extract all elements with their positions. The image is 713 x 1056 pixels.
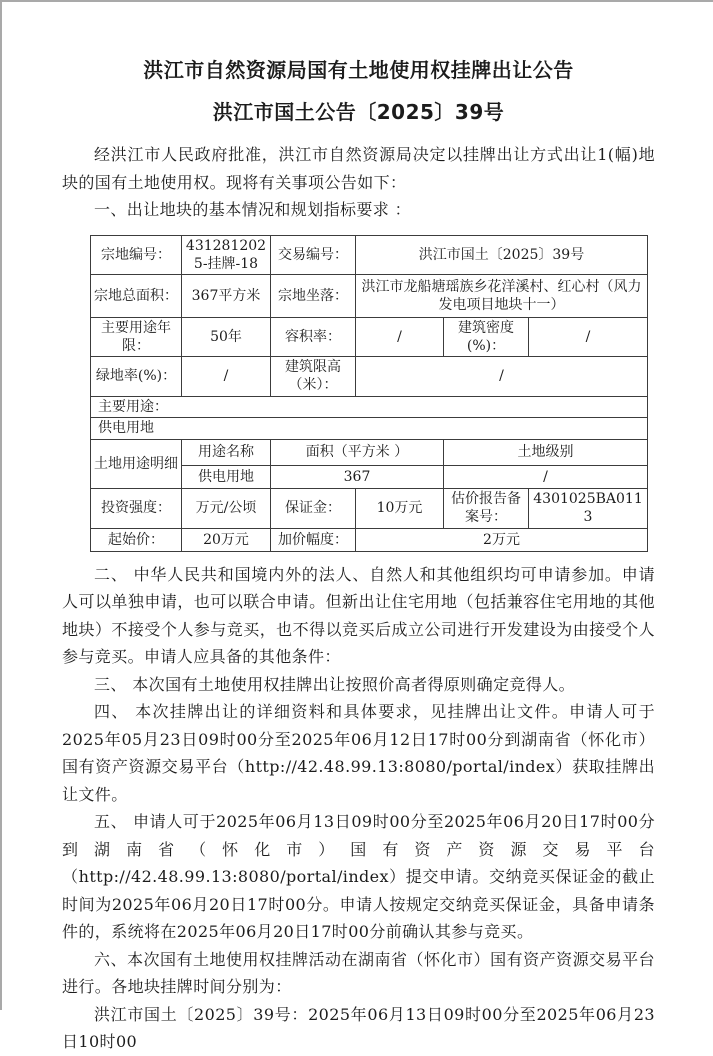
location-value: 洪江市龙船塘瑶族乡花洋溪村、红心村（风力发电项目地块十一） bbox=[356, 274, 648, 317]
height-limit-label: 建筑限高（米）： bbox=[271, 356, 356, 396]
density-label: 建筑密度(%)： bbox=[444, 317, 529, 356]
deposit-label: 保证金： bbox=[271, 488, 356, 528]
parcel-no-label: 宗地编号： bbox=[91, 235, 182, 274]
height-limit-value: / bbox=[356, 356, 648, 396]
table-row bbox=[91, 317, 648, 356]
use-area-header: 面积（平方米 ） bbox=[271, 439, 444, 465]
table-row bbox=[91, 235, 648, 274]
location-label: 宗地坐落： bbox=[271, 274, 356, 317]
land-grade-header: 土地级别 bbox=[444, 439, 648, 465]
document-title: 洪江市自然资源局国有土地使用权挂牌出让公告 bbox=[143, 58, 574, 82]
document-subtitle: 洪江市国土公告〔2025〕39号 bbox=[212, 100, 505, 124]
deposit-value: 10万元 bbox=[356, 488, 444, 528]
table-row bbox=[91, 439, 648, 465]
investment-label: 投资强度： bbox=[91, 488, 182, 528]
trade-no-value: 洪江市国土〔2025〕39号 bbox=[356, 235, 648, 274]
term-value: 50年 bbox=[182, 317, 271, 356]
use-area-value: 367 bbox=[271, 465, 444, 488]
listing-time-line: 洪江市国土〔2025〕39号：2025年06月13日09时00分至2025年06月23日10时00 bbox=[62, 1004, 655, 1051]
green-rate-value: / bbox=[182, 356, 271, 396]
paragraph-2: 二、 中华人民共和国境内外的法人、自然人和其他组织均可申请参加。申请人可以单独申请，也可以联合申请。但新出让住宅用地（包括兼容住宅用地的其他地块）不接受个人参与竞买，也不得以竞买后成立公司进行开发建设为由接受个人参与竞买。申请人应具备的其他条件： bbox=[62, 564, 655, 666]
use-name-value: 供电用地 bbox=[182, 465, 271, 488]
table-row bbox=[91, 528, 648, 551]
table-row bbox=[91, 396, 648, 417]
far-label: 容积率： bbox=[271, 317, 356, 356]
start-price-label: 起始价： bbox=[91, 528, 182, 551]
table-row bbox=[91, 417, 648, 439]
section-1-heading: 一、出让地块的基本情况和规划指标要求 ： bbox=[94, 200, 412, 219]
valuation-value: 4301025BA0113 bbox=[529, 488, 648, 528]
parcel-info-table bbox=[90, 235, 648, 552]
parcel-no-value: 4312812025-挂牌-18 bbox=[182, 235, 271, 274]
use-name-header: 用途名称 bbox=[182, 439, 271, 465]
term-label: 主要用途年限： bbox=[91, 317, 182, 356]
table-row bbox=[91, 488, 648, 528]
area-value: 367平方米 bbox=[182, 274, 271, 317]
increment-value: 2万元 bbox=[356, 528, 648, 551]
paragraph-6: 六、本次国有土地使用权挂牌活动在湖南省（怀化市）国有资产资源交易平台进行。各地块挂牌时间分别为： bbox=[62, 949, 655, 996]
table-row bbox=[91, 274, 648, 317]
main-use-label: 主要用途： bbox=[91, 396, 648, 417]
green-rate-label: 绿地率(%)： bbox=[91, 356, 182, 396]
use-detail-label: 土地用途明细 bbox=[91, 439, 182, 488]
paragraph-3: 三、 本次国有土地使用权挂牌出让按照价高者得原则确定竞得人。 bbox=[94, 674, 576, 694]
intro-paragraph: 经洪江市人民政府批准，洪江市自然资源局决定以挂牌出让方式出让1(幅)地块的国有土地使用权。现将有关事项公告如下： bbox=[62, 145, 655, 192]
increment-label: 加价幅度： bbox=[271, 528, 356, 551]
area-label: 宗地总面积： bbox=[91, 274, 182, 317]
start-price-value: 20万元 bbox=[182, 528, 271, 551]
far-value: / bbox=[356, 317, 444, 356]
power-use-row: 供电用地 bbox=[91, 417, 648, 439]
paragraph-5: 五、 申请人可于2025年06月13日09时00分至2025年06月20日17时00分到湖南省（怀化市）国有资产资源交易平台（http://42.48.99.13:8080/portal/index）提交申请。交纳竞买保证金的截止时间为2025年06月20日17时00分。申请人按规定交纳竞买保证金，具备申请条件的，系统将在2025年06月20日17时00分前确认其参与竞买。 bbox=[62, 812, 655, 941]
land-grade-value: / bbox=[444, 465, 648, 488]
table-row bbox=[91, 356, 648, 396]
density-value: / bbox=[529, 317, 648, 356]
investment-value: 万元/公顷 bbox=[182, 488, 271, 528]
trade-no-label: 交易编号： bbox=[271, 235, 356, 274]
paragraph-4: 四、 本次挂牌出让的详细资料和具体要求，见挂牌出让文件。申请人可于2025年05月23日09时00分至2025年06月12日17时00分到湖南省（怀化市）国有资产资源交易平台（http://42.48.99.13:8080/portal/index）获取挂牌出让文件。 bbox=[62, 702, 655, 804]
valuation-label: 估价报告备案号： bbox=[444, 488, 529, 528]
